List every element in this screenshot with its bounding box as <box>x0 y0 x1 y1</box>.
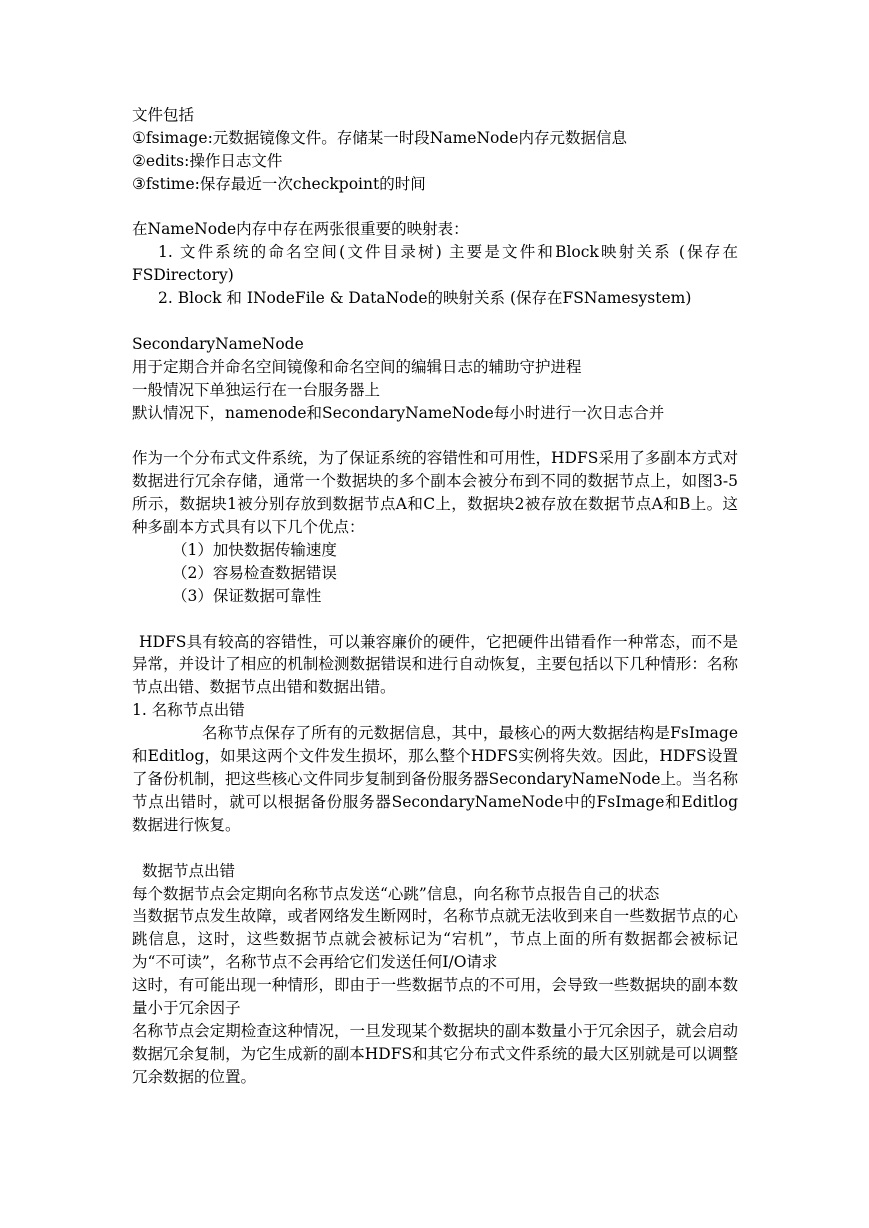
advantage-3: （3）保证数据可靠性 <box>172 586 322 605</box>
advantage-1: （1）加快数据传输速度 <box>172 541 337 560</box>
secondary-line-3: 默认情况下，namenode和SecondaryNameNode每小时进行一次日志合并 <box>132 403 665 422</box>
blank-line <box>132 196 738 219</box>
namenode-heading: 1. 名称节点出错 <box>132 701 245 720</box>
advantage-2: （2）容易检查数据错误 <box>172 563 337 582</box>
fault-paragraph: HDFS具有较高的容错性，可以兼容廉价的硬件，它把硬件出错看作一种常态，而不是异常，并设计了相应的机制检测数据错误和进行自动恢复，主要包括以下几种情形：名称节点出错、数据节点出错和数据出错。 <box>132 632 738 697</box>
datanode-heading: 数据节点出错 <box>142 861 236 880</box>
datanode-failure: 当数据节点发生故障，或者网络发生断网时，名称节点就无法收到来自一些数据节点的心跳信息，这时，这些数据节点就会被标记为“宕机”，节点上面的所有数据都会被标记为“不可读”，名称节点不会再给它们发送任何I/O请求 <box>132 907 738 972</box>
blank-line <box>132 837 738 860</box>
files-item-fsimage: ①fsimage:元数据镜像文件。存储某一时段NameNode内存元数据信息 <box>132 128 627 147</box>
document-page <box>132 104 738 1089</box>
replica-paragraph: 作为一个分布式文件系统，为了保证系统的容错性和可用性，HDFS采用了多副本方式对数据进行冗余存储，通常一个数据块的多个副本会被分布到不同的数据节点上，如图3-5所示，数据块1被分别存放到数据节点A和C上，数据块2被存放在数据节点A和B上。这种多副本方式具有以下几个优点： <box>132 449 738 537</box>
blank-line <box>132 608 738 631</box>
secondary-line-1: 用于定期合并命名空间镜像和命名空间的编辑日志的辅助守护进程 <box>132 357 582 376</box>
secondary-title: SecondaryNameNode <box>132 334 304 353</box>
files-item-fstime: ③fstime:保存最近一次checkpoint的时间 <box>132 174 426 193</box>
blank-line <box>132 425 738 448</box>
files-heading: 文件包括 <box>132 106 195 124</box>
datanode-recovery: 名称节点会定期检查这种情况，一旦发现某个数据块的副本数量小于冗余因子，就会启动数据冗余复制，为它生成新的副本HDFS和其它分布式文件系统的最大区别就是可以调整冗余数据的位置。 <box>132 1021 738 1086</box>
datanode-situation: 这时，有可能出现一种情形，即由于一些数据节点的不可用，会导致一些数据块的副本数量小于冗余因子 <box>132 976 738 1018</box>
blank-line <box>132 310 738 333</box>
namenode-paragraph: 名称节点保存了所有的元数据信息，其中，最核心的两大数据结构是FsImage和Editlog，如果这两个文件发生损坏，那么整个HDFS实例将失效。因此，HDFS设置了备份机制，把这些核心文件同步复制到备份服务器SecondaryNameNode上。当名称节点出错时，就可以根据备份服务器SecondaryNameNode中的FsImage和Editlog数据进行恢复。 <box>132 724 738 834</box>
maps-item-2: 2. Block 和 INodeFile & DataNode的映射关系 (保存在FSNamesystem) <box>158 289 692 308</box>
files-item-edits: ②edits:操作日志文件 <box>132 151 283 170</box>
secondary-line-2: 一般情况下单独运行在一台服务器上 <box>132 380 381 399</box>
datanode-heartbeat: 每个数据节点会定期向名称节点发送“心跳”信息，向名称节点报告自己的状态 <box>132 884 660 903</box>
maps-item-1: 1. 文件系统的命名空间(文件目录树) 主要是文件和Block映射关系 (保存在FSDirectory) <box>132 243 738 285</box>
maps-intro: 在NameNode内存中存在两张很重要的映射表： <box>132 220 469 239</box>
